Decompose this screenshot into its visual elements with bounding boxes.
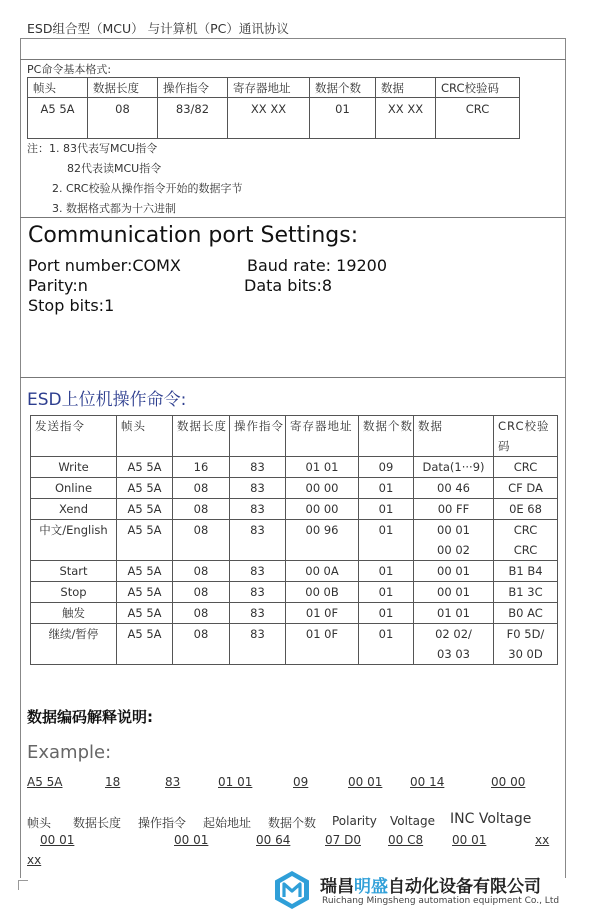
- table-cell: 83: [230, 499, 286, 520]
- header-cell: 数据长度: [173, 416, 230, 457]
- table-cell: 08: [173, 478, 230, 499]
- example-field-label: 数据个数: [268, 816, 317, 830]
- table-cell: 01 0F: [286, 624, 359, 665]
- table-cell: 08: [173, 582, 230, 603]
- note-line: 3. 数据格式都为十六进制: [52, 202, 176, 215]
- table-cell: 83: [230, 624, 286, 665]
- table-cell: F0 5D/ 30 0D: [494, 624, 558, 665]
- example-value: 00 64: [256, 833, 291, 847]
- table-cell: 08: [173, 561, 230, 582]
- table-cell: A5 5A: [117, 561, 173, 582]
- table-row: [31, 624, 558, 665]
- header-cell: 数据个数: [310, 78, 376, 98]
- company-name-pre: 瑞昌: [320, 877, 354, 897]
- value-cell: 01: [310, 98, 376, 139]
- table-cell: 00 FF: [414, 499, 494, 520]
- table-cell: 继续/暂停: [31, 624, 117, 665]
- table-cell: 0E 68: [494, 499, 558, 520]
- value-cell: XX XX: [376, 98, 436, 139]
- example-value: 18: [105, 775, 121, 789]
- port-number: Port number:COMX: [28, 256, 181, 275]
- company-name-accent: 明盛: [354, 877, 388, 897]
- table-cell: 01: [359, 478, 414, 499]
- table-cell: 01: [359, 561, 414, 582]
- table-cell: 01: [359, 582, 414, 603]
- table-cell: 83: [230, 582, 286, 603]
- header-cell: 数据: [414, 416, 494, 457]
- company-name: [320, 872, 541, 897]
- example-value: 00 14: [410, 775, 445, 789]
- table-cell: 00 01: [414, 582, 494, 603]
- table-cell: 09: [359, 457, 414, 478]
- header-cell: CRC校验码: [436, 78, 520, 98]
- table-row: [31, 478, 558, 499]
- example-value: 00 01: [452, 833, 487, 847]
- baud-rate: Baud rate: 19200: [247, 256, 388, 275]
- divider-line: [20, 377, 566, 378]
- header-cell: 数据长度: [88, 78, 158, 98]
- table-cell: Data(1···9): [414, 457, 494, 478]
- table-cell: A5 5A: [117, 603, 173, 624]
- table-cell: 00 0B: [286, 582, 359, 603]
- table-row: [31, 603, 558, 624]
- example-label: Example:: [27, 742, 112, 763]
- header-cell: 寄存器地址: [228, 78, 310, 98]
- table-cell: CRC: [494, 457, 558, 478]
- header-cell: 数据: [376, 78, 436, 98]
- table-cell: 83: [230, 478, 286, 499]
- table-row: [28, 98, 520, 139]
- table-row: [31, 582, 558, 603]
- header-cell: 操作指令: [158, 78, 228, 98]
- example-field-label: 起始地址: [203, 816, 252, 830]
- notes-block: [27, 139, 242, 219]
- table-cell: 02 02/ 03 03: [414, 624, 494, 665]
- table-cell: 00 46: [414, 478, 494, 499]
- command-table: [30, 415, 558, 665]
- table-cell: 00 01: [414, 561, 494, 582]
- table-cell: A5 5A: [117, 478, 173, 499]
- table-cell: A5 5A: [117, 520, 173, 561]
- note-line: 82代表读MCU指令: [67, 162, 162, 175]
- header-cell: 寄存器地址: [286, 416, 359, 457]
- example-field-label: 数据长度: [73, 816, 122, 830]
- table-cell: 83: [230, 561, 286, 582]
- header-cell: 帧头: [28, 78, 88, 98]
- table-cell: 00 96: [286, 520, 359, 561]
- example-value: 00 01: [348, 775, 383, 789]
- table-cell: 01: [359, 499, 414, 520]
- table-cell: 00 0A: [286, 561, 359, 582]
- header-cell: 发送指令: [31, 416, 117, 457]
- table-cell: B1 B4: [494, 561, 558, 582]
- table-cell: Online: [31, 478, 117, 499]
- corner-mark: [18, 880, 28, 890]
- example-value: 00 01: [40, 833, 75, 847]
- example-field-label: 操作指令: [138, 816, 187, 830]
- value-cell: CRC: [436, 98, 520, 139]
- table-cell: Xend: [31, 499, 117, 520]
- table-cell: 01 01: [414, 603, 494, 624]
- table-cell: A5 5A: [117, 582, 173, 603]
- example-field-label: Polarity: [332, 814, 377, 828]
- encoding-title: 数据编码解释说明:: [27, 708, 153, 726]
- company-logo-icon: [272, 870, 312, 910]
- header-cell: 数据个数: [359, 416, 414, 457]
- example-value: 09: [293, 775, 309, 789]
- company-name-english: Ruichang Mingsheng automation equipment Co., Ltd: [322, 896, 560, 906]
- example-field-label: 帧头: [27, 816, 52, 830]
- table-cell: 01 0F: [286, 603, 359, 624]
- example-value: xx: [535, 833, 550, 847]
- example-value: 83: [165, 775, 181, 789]
- example-value: A5 5A: [27, 775, 63, 789]
- table-cell: A5 5A: [117, 624, 173, 665]
- value-cell: A5 5A: [28, 98, 88, 139]
- command-section-title: ESD上位机操作命令:: [27, 390, 187, 410]
- value-cell: 08: [88, 98, 158, 139]
- data-bits: Data bits:8: [244, 276, 333, 295]
- table-cell: 01: [359, 624, 414, 665]
- company-name-post: 自动化设备有限公司: [388, 877, 541, 897]
- table-cell: 00 00: [286, 478, 359, 499]
- example-value: xx: [27, 853, 42, 867]
- table-cell: 00 01 00 02: [414, 520, 494, 561]
- example-value: 00 C8: [388, 833, 424, 847]
- table-cell: 01: [359, 520, 414, 561]
- table-cell: 16: [173, 457, 230, 478]
- example-value: 00 01: [174, 833, 209, 847]
- table-header-row: [28, 78, 520, 98]
- table-cell: 08: [173, 499, 230, 520]
- example-field-label: INC Voltage: [450, 811, 532, 827]
- table-cell: Start: [31, 561, 117, 582]
- comm-settings-title: Communication port Settings:: [28, 223, 359, 248]
- table-cell: Write: [31, 457, 117, 478]
- header-cell: 操作指令: [230, 416, 286, 457]
- header-cell: CRC校验码: [494, 416, 558, 457]
- note-line: 注：1. 83代表写MCU指令: [27, 142, 158, 155]
- note-line: 2. CRC校验从操作指令开始的数据字节: [52, 182, 243, 195]
- document-title: ESD组合型（MCU） 与计算机（PC）通讯协议: [27, 21, 289, 36]
- table-row: [31, 457, 558, 478]
- table-cell: B1 3C: [494, 582, 558, 603]
- table-cell: 中文/English: [31, 520, 117, 561]
- example-field-label: Voltage: [390, 814, 436, 828]
- example-value: 07 D0: [325, 833, 361, 847]
- header-cell: 帧头: [117, 416, 173, 457]
- parity: Parity:n: [28, 276, 88, 295]
- table-cell: A5 5A: [117, 457, 173, 478]
- value-cell: XX XX: [228, 98, 310, 139]
- table-cell: 01 01: [286, 457, 359, 478]
- table-cell: CRC CRC: [494, 520, 558, 561]
- table-cell: 83: [230, 603, 286, 624]
- table-cell: 触发: [31, 603, 117, 624]
- table-cell: 83: [230, 520, 286, 561]
- value-cell: 83/82: [158, 98, 228, 139]
- table-cell: B0 AC: [494, 603, 558, 624]
- table-cell: 83: [230, 457, 286, 478]
- example-value: 01 01: [218, 775, 253, 789]
- table-row: [31, 520, 558, 561]
- example-value: 00 00: [491, 775, 526, 789]
- divider-line: [20, 59, 566, 60]
- pc-command-format-table: [27, 77, 520, 139]
- table-cell: 08: [173, 520, 230, 561]
- table-row: [31, 499, 558, 520]
- table-cell: A5 5A: [117, 499, 173, 520]
- table-cell: CF DA: [494, 478, 558, 499]
- table-cell: 01: [359, 603, 414, 624]
- stop-bits: Stop bits:1: [28, 296, 115, 315]
- table-row: [31, 561, 558, 582]
- section-label: PC命令基本格式:: [27, 63, 112, 76]
- table-header-row: [31, 416, 558, 457]
- table-cell: 08: [173, 624, 230, 665]
- table-cell: 00 00: [286, 499, 359, 520]
- table-cell: 08: [173, 603, 230, 624]
- table-cell: Stop: [31, 582, 117, 603]
